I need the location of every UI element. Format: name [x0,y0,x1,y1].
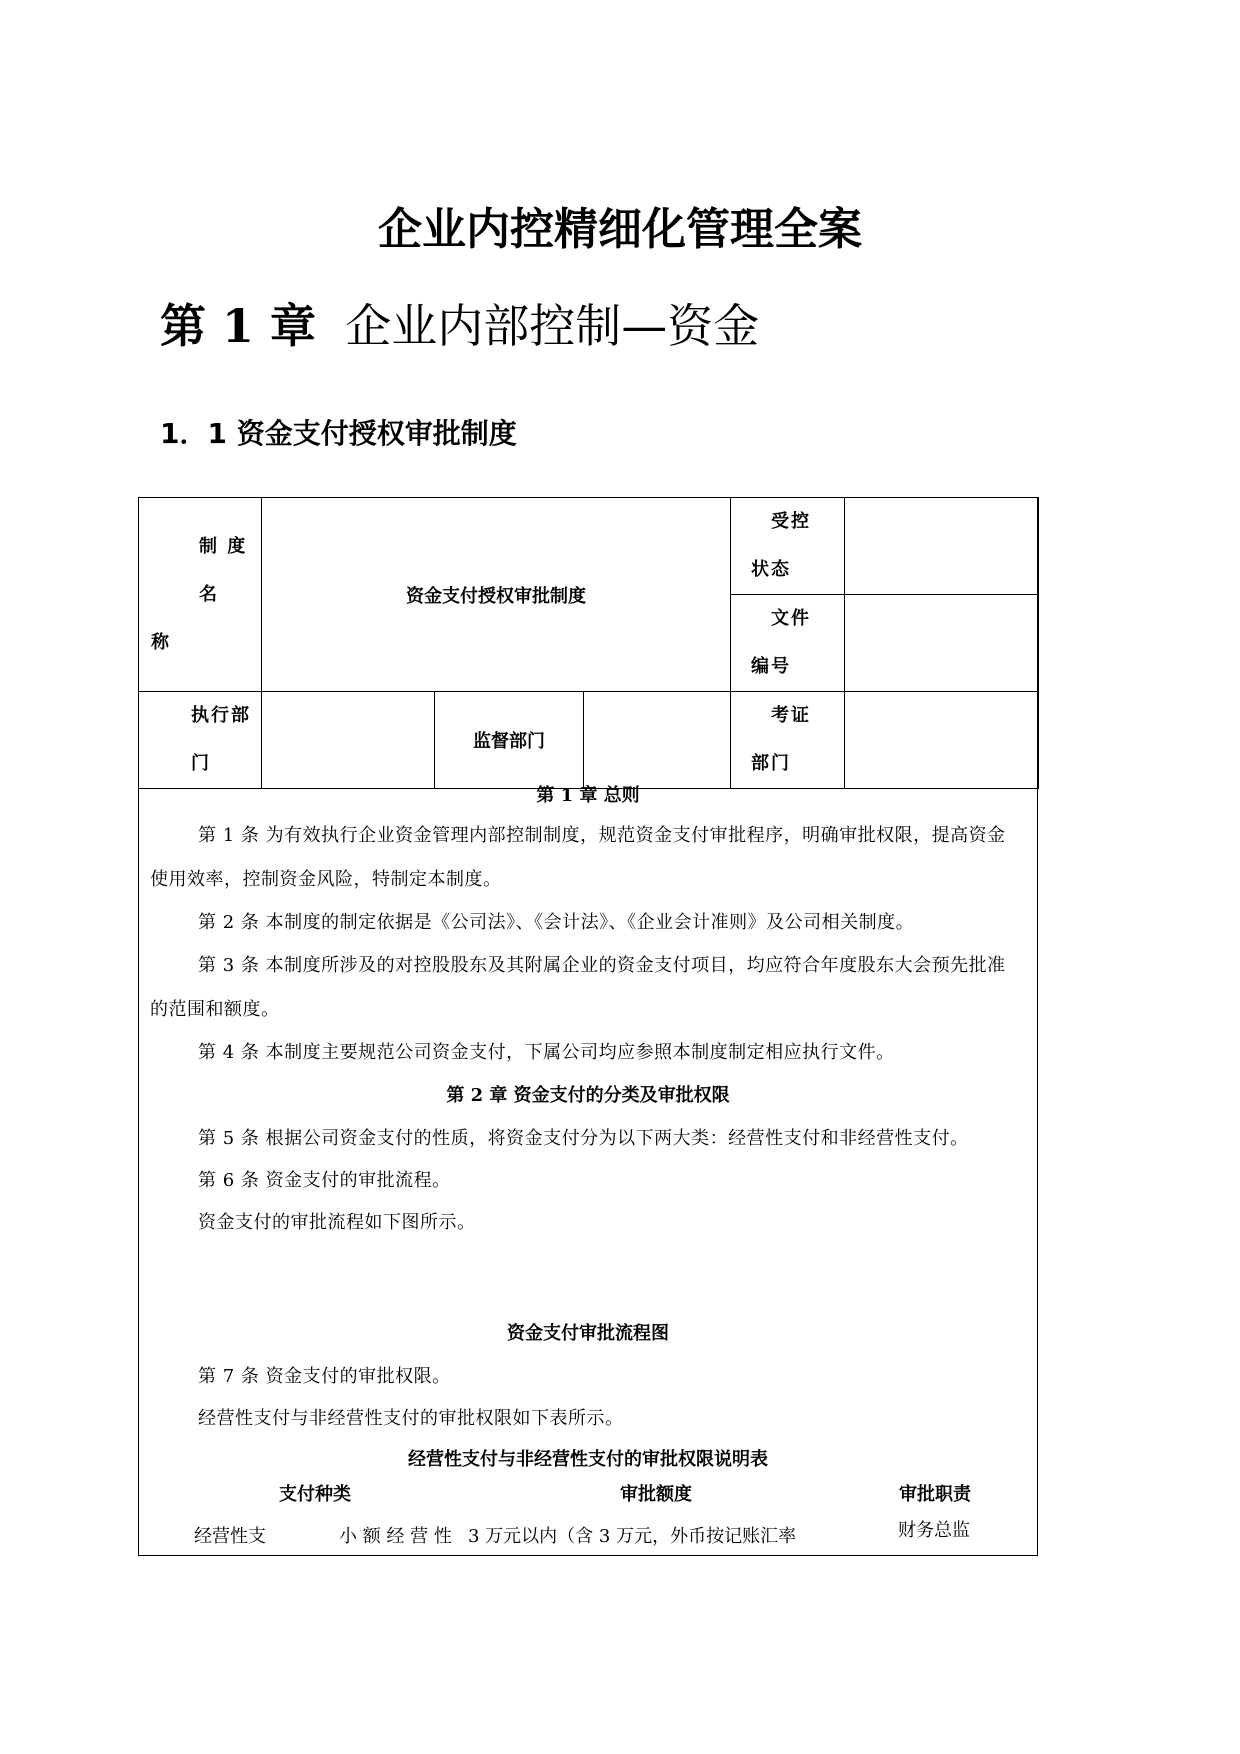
article-7-note: 经营性支付与非经营性支付的审批权限如下表所示。 [198,1408,624,1429]
policy-body [138,778,1038,1480]
policy-header-table [138,497,1039,789]
article-4: 第 4 条 本制度主要规范公司资金支付，下属公司均应参照本制度制定相应执行文件。 [198,1042,895,1063]
row-approval-duty: 财务总监 [898,1520,970,1541]
policy-name-value: 资金支付授权审批制度 [262,498,731,692]
policy-name-label: 制 度 名 称 [139,498,262,692]
article-1: 第 1 条 为有效执行企业资金管理内部控制制度，规范资金支付审批程序，明确审批权限，提高资金使用效率，控制资金风险，特制定本制度。 [150,825,1006,890]
article-5: 第 5 条 根据公司资金支付的性质，将资金支付分为以下两大类：经营性支付和非经营性支付。 [198,1128,969,1149]
chapter-title: 企业内部控制—资金 [345,299,760,353]
executing-department-label: 执行部 门 [139,692,262,789]
section-heading: 1．1 资金支付授权审批制度 [160,417,517,450]
chapter-heading [160,296,759,356]
executing-department-value [262,692,435,789]
document-number-value [845,595,1039,692]
column-approval-duty: 审批职责 [899,1484,971,1505]
document-number-label: 文件 编号 [731,595,845,692]
chapter-number: 第 1 章 [160,299,317,353]
column-approval-amount: 审批额度 [620,1484,692,1505]
authority-table-header [138,1474,1038,1514]
document-title: 企业内控精细化管理全案 [378,204,862,255]
row-payment-subtype: 小 额 经 营 性 [339,1526,452,1547]
supervising-department-label: 监督部门 [435,692,584,789]
control-status-value [845,498,1039,595]
authority-table-row [138,1516,1038,1556]
chapter-2-title: 第 2 章 资金支付的分类及审批权限 [446,1085,730,1106]
flowchart-caption: 资金支付审批流程图 [507,1323,669,1344]
verification-department-label: 考证 部门 [731,692,845,789]
supervising-department-value [584,692,731,789]
verification-department-value [845,692,1039,789]
article-7: 第 7 条 资金支付的审批权限。 [198,1366,451,1387]
control-status-label: 受控 状态 [731,498,845,595]
authority-table-caption: 经营性支付与非经营性支付的审批权限说明表 [408,1449,768,1470]
article-3: 第 3 条 本制度所涉及的对控股股东及其附属企业的资金支付项目，均应符合年度股东大会预先批准的范围和额度。 [150,955,1006,1020]
article-2: 第 2 条 本制度的制定依据是《公司法》、《会计法》、《企业会计准则》及公司相关制度。 [198,912,915,933]
flowchart-area [138,1244,1038,1312]
row-approval-amount: 3 万元以内（含 3 万元，外币按记账汇率 [468,1526,797,1547]
article-6-note: 资金支付的审批流程如下图所示。 [198,1212,476,1233]
chapter-1-title: 第 1 章 总则 [536,785,640,806]
article-6: 第 6 条 资金支付的审批流程。 [198,1170,451,1191]
row-payment-type: 经营性支 [194,1526,266,1547]
column-payment-type: 支付种类 [279,1484,351,1505]
